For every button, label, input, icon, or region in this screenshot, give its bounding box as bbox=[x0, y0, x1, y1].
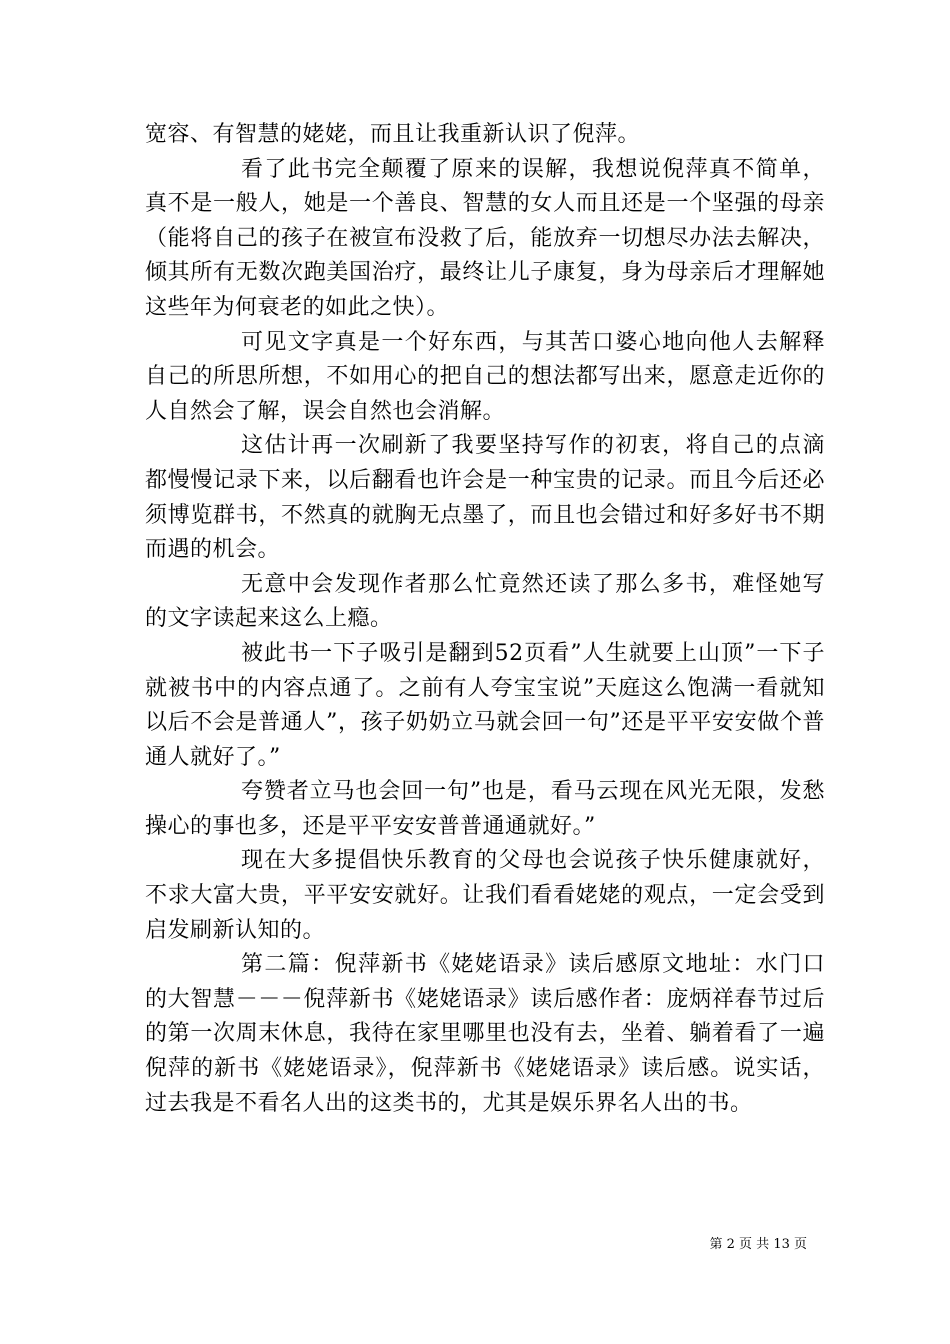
paragraph-9: 第二篇：倪萍新书《姥姥语录》读后感原文地址：水门口的大智慧－－－倪萍新书《姥姥语录》读后感作者：庞炳祥春节过后的第一次周末休息，我待在家里哪里也没有去，坐着、躺着看了一遍倪萍的新书《姥姥语录》，倪萍新书《姥姥语录》读后感。说实话，过去我是不看名人出的这类书的，尤其是娱乐界名人出的书。 bbox=[145, 952, 825, 1116]
paragraph-4: 这估计再一次刷新了我要坚持写作的初衷，将自己的点滴都慢慢记录下来，以后翻看也许会是一种宝贵的记录。而且今后还必须博览群书，不然真的就胸无点墨了，而且也会错过和好多好书不期而遇的机会。 bbox=[145, 433, 825, 563]
body-text bbox=[145, 118, 825, 1121]
paragraph-1: 宽容、有智慧的姥姥，而且让我重新认识了倪萍。 bbox=[145, 122, 641, 147]
paragraph-2: 看了此书完全颠覆了原来的误解，我想说倪萍真不简单，真不是一般人，她是一个善良、智慧的女人而且还是一个坚强的母亲（能将自己的孩子在被宣布没救了后，能放弃一切想尽办法去解决，倾其所有无数次跑美国治疗，最终让儿子康复，身为母亲后才理解她这些年为何衰老的如此之快）。 bbox=[145, 156, 825, 320]
paragraph-8: 现在大多提倡快乐教育的父母也会说孩子快乐健康就好，不求大富大贵，平平安安就好。让我们看看姥姥的观点，一定会受到启发刷新认知的。 bbox=[145, 848, 825, 943]
paragraph-7: 夸赞者立马也会回一句”也是，看马云现在风光无限，发愁操心的事也多，还是平平安安普普通通就好。” bbox=[145, 779, 825, 839]
paragraph-5: 无意中会发现作者那么忙竟然还读了那么多书，难怪她写的文字读起来这么上瘾。 bbox=[145, 571, 825, 632]
paragraph-6: 被此书一下子吸引是翻到52页看”人生就要上山顶”一下子就被书中的内容点通了。之前有人夸宝宝说”天庭这么饱满一看就知以后不会是普通人”，孩子奶奶立马就会回一句”还是平平安安做个普通人就好了。” bbox=[145, 640, 825, 770]
paragraph-3: 可见文字真是一个好东西，与其苦口婆心地向他人去解释自己的所思所想，不如用心的把自己的想法都写出来，愿意走近你的人自然会了解，误会自然也会消解。 bbox=[145, 329, 825, 424]
page-number-footer: 第 2 页 共 13 页 bbox=[709, 1237, 807, 1252]
